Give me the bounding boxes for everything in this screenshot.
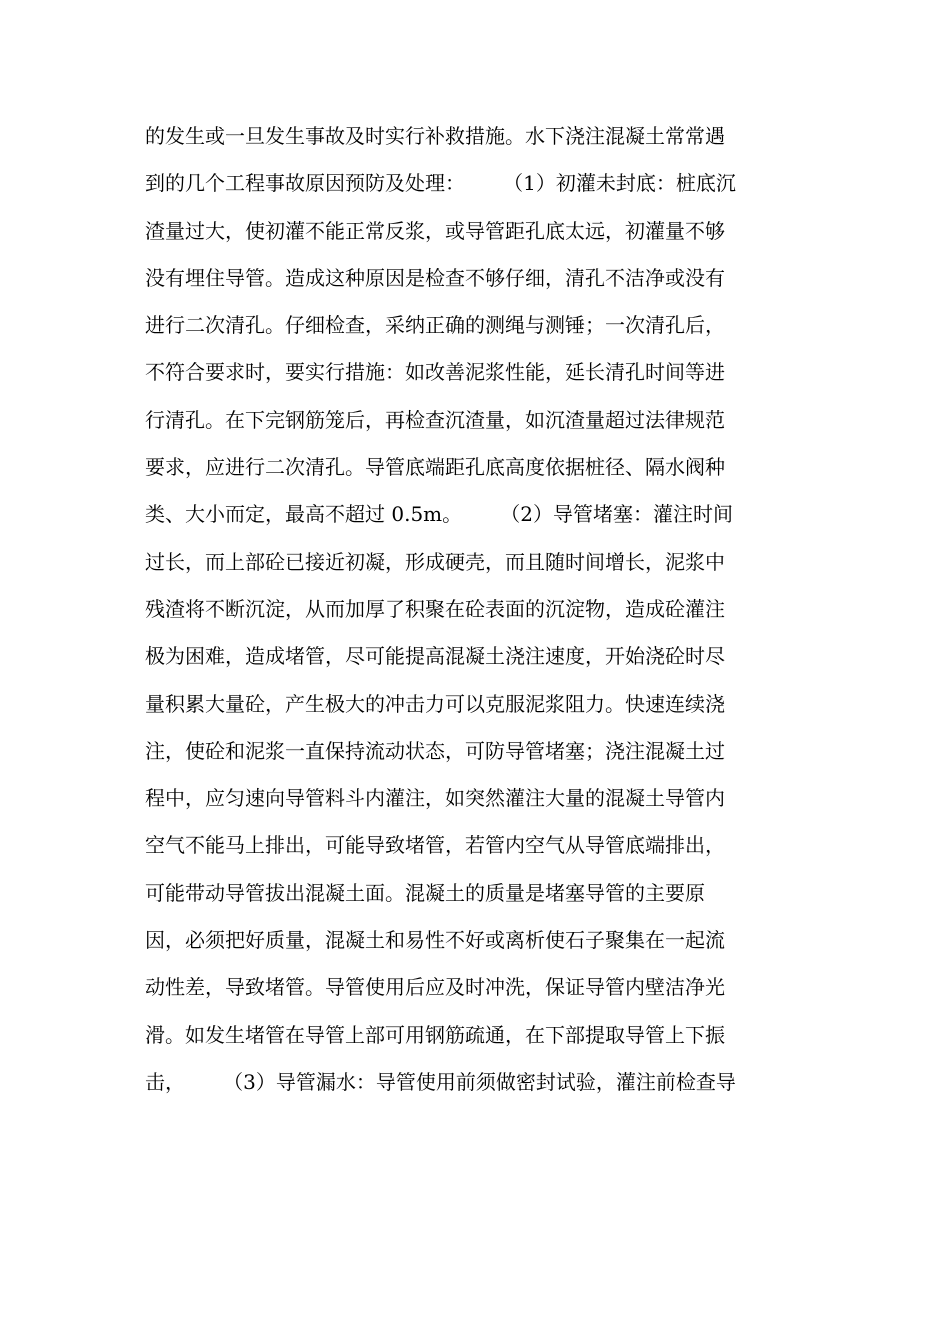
text-line: 没有埋住导管。造成这种原因是检查不够仔细，清孔不洁净或没有 xyxy=(145,265,725,290)
text-line: 击， （3）导管漏水：导管使用前须做密封试验，灌注前检查导 xyxy=(145,1069,736,1094)
text-line: 程中，应匀速向导管料斗内灌注，如突然灌注大量的混凝土导管内 xyxy=(145,786,725,811)
text-line: 残渣将不断沉淀，从而加厚了积聚在砼表面的沉淀物，造成砼灌注 xyxy=(145,596,725,621)
text-line: 不符合要求时，要实行措施：如改善泥浆性能，延长清孔时间等进 xyxy=(145,360,725,385)
text-line: 因，必须把好质量，混凝土和易性不好或离析使石子聚集在一起流 xyxy=(145,928,725,953)
text-line: 过长，而上部砼已接近初凝，形成硬壳，而且随时间增长，泥浆中 xyxy=(145,549,725,574)
text-line: 可能带动导管拔出混凝土面。混凝土的质量是堵塞导管的主要原 xyxy=(145,880,705,905)
text-line: 注，使砼和泥浆一直保持流动状态，可防导管堵塞；浇注混凝土过 xyxy=(145,738,725,763)
text-line: 空气不能马上排出，可能导致堵管，若管内空气从导管底端排出， xyxy=(145,833,725,858)
text-line: 要求，应进行二次清孔。导管底端距孔底高度依据桩径、隔水阀种 xyxy=(145,455,725,480)
text-line: 滑。如发生堵管在导管上部可用钢筋疏通，在下部提取导管上下振 xyxy=(145,1022,725,1047)
body-text xyxy=(145,119,815,1112)
text-line: 渣量过大，使初灌不能正常反浆，或导管距孔底太远，初灌量不够 xyxy=(145,218,725,243)
text-line: 极为困难，造成堵管，尽可能提高混凝土浇注速度，开始浇砼时尽 xyxy=(145,644,725,669)
text-line: 的发生或一旦发生事故及时实行补救措施。水下浇注混凝土常常遇 xyxy=(145,124,725,148)
text-line: 到的几个工程事故原因预防及处理： （1）初灌未封底：桩底沉 xyxy=(145,171,736,196)
text-line: 行清孔。在下完钢筋笼后，再检查沉渣量，如沉渣量超过法律规范 xyxy=(145,407,725,432)
text-line: 进行二次清孔。仔细检查，采纳正确的测绳与测锤；一次清孔后， xyxy=(145,313,725,338)
text-line: 动性差，导致堵管。导管使用后应及时冲洗，保证导管内壁洁净光 xyxy=(145,975,725,1000)
text-line: 量积累大量砼，产生极大的冲击力可以克服泥浆阻力。快速连续浇 xyxy=(145,691,725,716)
text-line: 类、大小而定，最高不超过 0.5m。 （2）导管堵塞：灌注时间 xyxy=(145,502,733,527)
